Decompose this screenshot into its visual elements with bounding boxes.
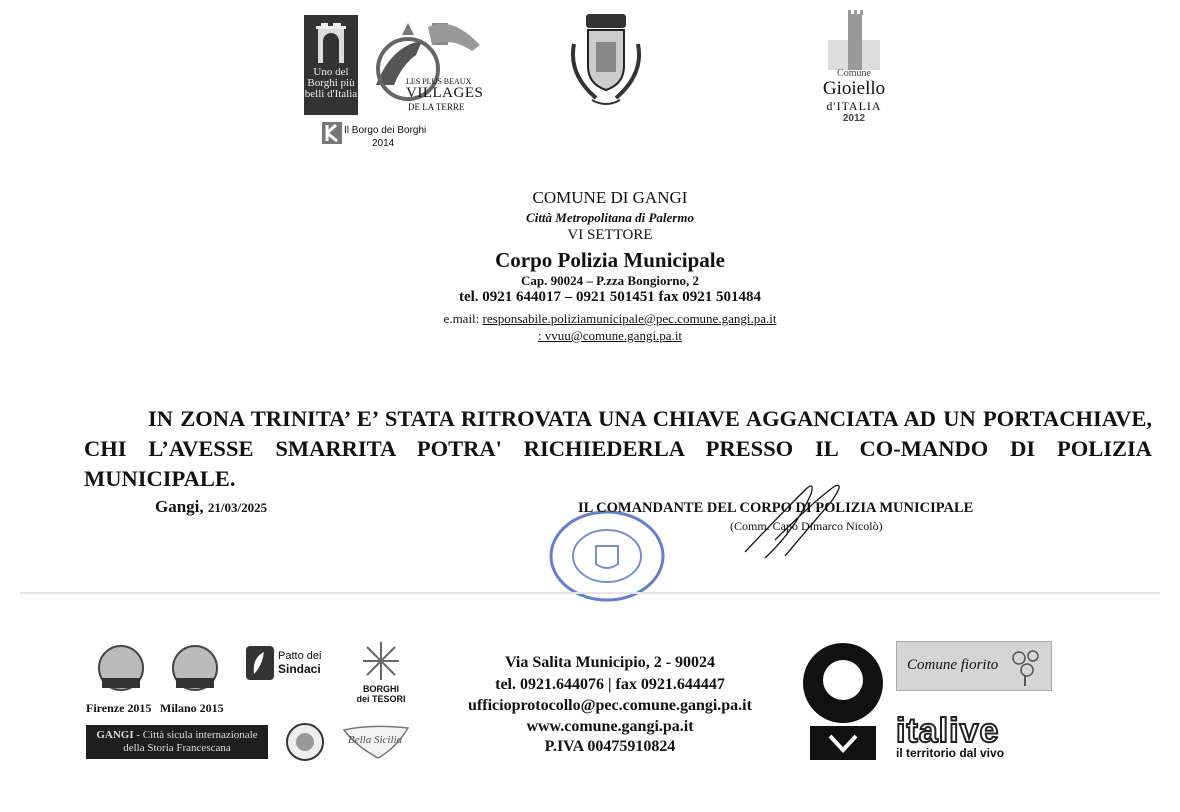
smart-communities-badge-icon (170, 644, 220, 696)
villages-logo (372, 15, 484, 115)
notice-text: IN ZONA TRINITA’ E’ STATA RITROVATA UNA CHIAVE AGGANCIATA AD UN PORTACHIAVE, CHI L’AVESSE SMARRITA POTRA' RICHIEDERLA PRESSO IL CO-MANDO DI POLIZIA MUNICIPALE. (84, 406, 1152, 491)
smart-communities-badge-icon (96, 644, 146, 696)
italive-tagline: il territorio dal vivo (896, 746, 1005, 760)
borghi-dei-tesori-logo (352, 640, 410, 712)
comune-fiorito-logo (896, 641, 1052, 691)
villages-line2: VILLAGES (406, 85, 484, 101)
gioiello-italia-logo (808, 10, 900, 122)
email-label: e.mail: (443, 311, 483, 326)
gangi-strip-line1: - Città sicula internazionale (133, 729, 258, 741)
official-stamp-icon (548, 510, 666, 602)
borghi-piu-belli-logo (304, 15, 358, 115)
italive-word: italive (896, 712, 1000, 750)
comune-eccellenza-logo-icon (800, 640, 886, 760)
gangi-coat-of-arms-icon (566, 14, 646, 108)
borgo-dei-borghi-logo (320, 122, 450, 154)
email-line (380, 311, 840, 327)
pec-email-link[interactable]: responsabile.poliziamunicipale@pec.comune.gangi.pa.it (482, 311, 777, 326)
badge-caption-firenze: Firenze 2015 (86, 701, 152, 715)
snowflake-icon (361, 640, 401, 682)
borghi-tesori-line1: BORGHI (363, 684, 399, 694)
gioiello-comune: Comune (837, 68, 871, 79)
gangi-strip-title: GANGI (96, 729, 134, 741)
footer-pec-link[interactable]: ufficioprotocollo@pec.comune.gangi.pa.it (468, 697, 752, 714)
gioiello-year: 2012 (842, 113, 866, 124)
footer-phones: tel. 0921.644076 | fax 0921.644447 (495, 676, 725, 693)
tower-icon (820, 10, 888, 70)
villages-line3: DE LA TERRE (408, 102, 465, 112)
vvuu-email-link[interactable]: : vvuu@comune.gangi.pa.it (537, 328, 683, 343)
gangi-francescana-strip (86, 725, 268, 759)
footer-website-link[interactable]: www.comune.gangi.pa.it (526, 718, 694, 735)
flower-icon (1005, 646, 1045, 686)
gioiello-title: Gioiello (822, 78, 886, 99)
round-seal-icon (280, 722, 330, 762)
fiorito-text: Comune fiorito (907, 657, 999, 673)
place-date (155, 497, 267, 517)
bella-sicilia-logo (340, 722, 412, 762)
date: 21/03/2025 (207, 500, 268, 515)
email-line-2 (380, 328, 840, 344)
settore: VI SETTORE (567, 227, 653, 243)
villages-line1: LES PLUS BEAUX (406, 77, 472, 86)
patto-emblem-icon (246, 646, 274, 680)
patto-line2: Sindaci (278, 662, 321, 676)
postal-address: Cap. 90024 – P.zza Bongiorno, 2 (521, 273, 699, 288)
patto-line1: Patto dei (278, 650, 322, 662)
gangi-strip-line2: della Storia Francescana (123, 742, 231, 754)
borgo-title: Il Borgo dei Borghi (344, 125, 427, 136)
footer-divider (20, 592, 1160, 594)
borghi-tesori-line2: dei TESORI (356, 694, 406, 704)
citta-metropolitana: Città Metropolitana di Palermo (526, 210, 694, 225)
k-icon (322, 122, 342, 144)
comune-name: COMUNE DI GANGI (532, 188, 688, 207)
footer-piva: P.IVA 00475910824 (544, 738, 676, 755)
italive-logo (896, 712, 1052, 760)
patto-dei-sindaci-logo (246, 644, 342, 704)
handwritten-signature (735, 480, 855, 560)
borgo-year: 2014 (372, 138, 395, 149)
corpo-polizia-title: Corpo Polizia Municipale (495, 248, 725, 272)
telephone-line: tel. 0921 644017 – 0921 501451 fax 0921 501484 (458, 289, 762, 305)
signer-title: IL COMANDANTE DEL CORPO DI POLIZIA MUNICIPALE (578, 500, 974, 516)
place: Gangi, (155, 497, 208, 516)
castle-icon (314, 23, 348, 63)
gioiello-italia: d'ITALIA (826, 99, 882, 113)
footer-address: Via Salita Municipio, 2 - 90024 (504, 654, 716, 671)
signer-name: (Comm. Capo Dimarco Nicolò) (730, 519, 883, 533)
badge-caption-milano: Milano 2015 (160, 701, 224, 715)
bella-sicilia-text: Bella Sicilia (348, 734, 403, 746)
borghi-tile-text: Uno del Borghi più belli d'Italia (304, 66, 358, 100)
